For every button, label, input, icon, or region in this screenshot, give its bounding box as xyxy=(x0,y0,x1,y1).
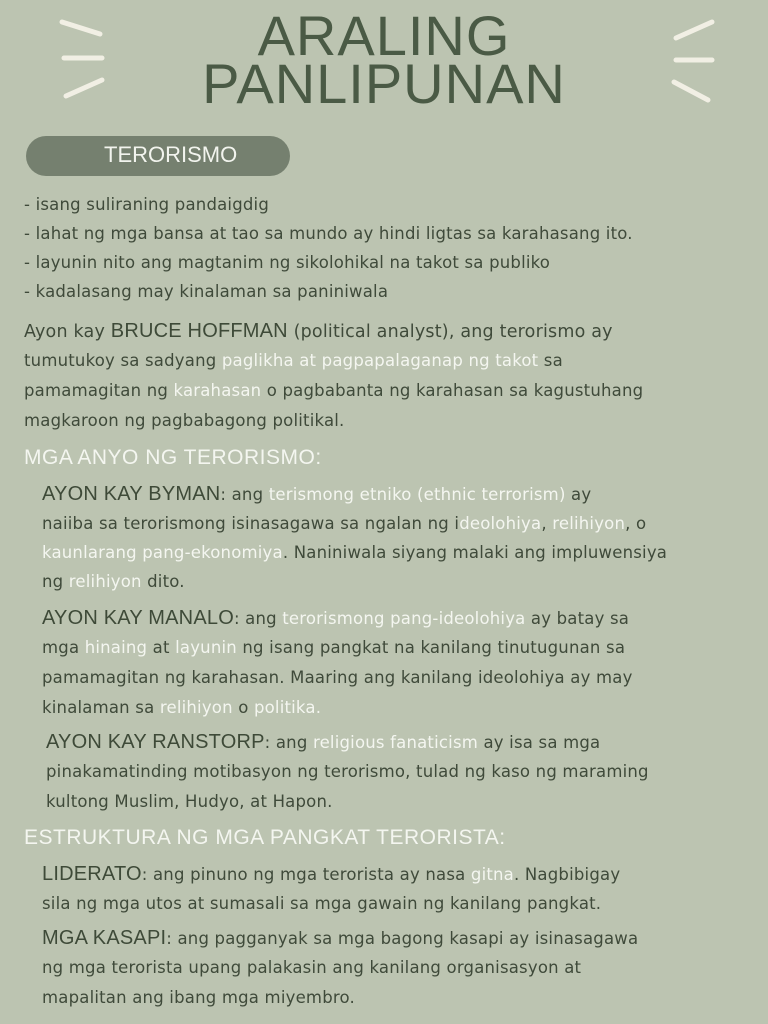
text: : ang pagganyak sa mga bagong kasapi ay isinasagawa xyxy=(166,929,639,948)
text: : ang xyxy=(233,609,283,628)
byman-line xyxy=(42,572,185,592)
text: naiiba sa terorismong isinasagawa sa ngalan ng i xyxy=(42,514,460,533)
kasapi-name: MGA KASAPI xyxy=(42,927,167,949)
manalo-line: pamamagitan ng karahasan. Maaring ang kanilang ideolohiya ay may xyxy=(42,668,633,687)
ranstorp-line: kultong Muslim, Hudyo, at Hapon. xyxy=(46,792,333,811)
section-label-pill xyxy=(26,136,290,176)
hoffman-line xyxy=(24,381,643,401)
highlight-text: terorismong pang-ideolohiya xyxy=(282,609,526,628)
text: ay batay sa xyxy=(525,609,630,628)
text: mga xyxy=(42,638,85,657)
kasapi-line xyxy=(42,928,638,949)
bullet-item: - lahat ng mga bansa at tao sa mundo ay hindi ligtas sa karahasang ito. xyxy=(24,224,633,243)
highlight-text: relihiyon xyxy=(68,572,142,591)
text: o xyxy=(232,698,254,717)
highlight-text: religious fanaticism xyxy=(312,733,479,752)
text: kinalaman sa xyxy=(42,698,160,717)
text: , o xyxy=(625,514,647,533)
liderato-name: LIDERATO xyxy=(42,863,142,885)
text: , xyxy=(541,514,553,533)
manalo-line xyxy=(42,608,629,629)
liderato-line xyxy=(42,864,620,885)
bullet-item: - kadalasang may kinalaman sa paniniwala xyxy=(24,282,389,301)
highlight-text: paglikha at pagpapalaganap ng takot xyxy=(221,351,539,370)
text: dito. xyxy=(141,572,185,591)
highlight-text: relihiyon xyxy=(159,698,233,717)
heading-anyo: MGA ANYO NG TERORISMO: xyxy=(24,446,322,469)
highlight-text: politika. xyxy=(253,698,322,717)
highlight-text: kaunlarang pang-ekonomiya xyxy=(42,543,283,562)
byman-line xyxy=(42,514,646,534)
highlight-text: terismong etniko (ethnic terrorism) xyxy=(268,485,566,504)
text: : ang xyxy=(220,485,269,504)
text: . Nagbibigay xyxy=(514,865,621,884)
text: ng isang pangkat na kanilang tinutugunan sa xyxy=(236,638,626,657)
text: : ang xyxy=(264,733,313,752)
manalo-line xyxy=(42,698,321,718)
text: Ayon kay xyxy=(24,322,111,342)
highlight-text: relihiyon xyxy=(552,514,626,533)
ranstorp-line xyxy=(46,732,600,753)
highlight-text: karahasan xyxy=(173,381,262,400)
ranstorp-name: AYON KAY RANSTORP xyxy=(46,731,265,753)
text: o pagbabanta ng karahasan sa kagustuhang xyxy=(261,381,644,400)
highlight-text: hinaing xyxy=(84,638,148,657)
text: pamamagitan ng xyxy=(24,381,174,400)
highlight-text: deolohiya xyxy=(459,514,542,533)
manalo-line xyxy=(42,638,625,658)
manalo-name: AYON KAY MANALO xyxy=(42,607,234,629)
highlight-text: layunin xyxy=(175,638,237,657)
liderato-line: sila ng mga utos at sumasali sa mga gawain ng kanilang pangkat. xyxy=(42,894,602,913)
page-title-line1: ARALING xyxy=(257,4,511,67)
ranstorp-line: pinakamatinding motibasyon ng terorismo, tulad ng kaso ng maraming xyxy=(46,762,649,781)
hoffman-line xyxy=(24,351,563,371)
byman-name: AYON KAY BYMAN xyxy=(42,483,221,505)
text: tumutukoy sa sadyang xyxy=(24,351,222,370)
byman-line xyxy=(42,484,591,505)
page-title-line2: PANLIPUNAN xyxy=(202,52,566,115)
text: (political analyst), ang terorismo ay xyxy=(287,322,613,342)
text: ay isa sa mga xyxy=(478,733,601,752)
highlight-text: gitna xyxy=(470,865,514,884)
text: at xyxy=(147,638,176,657)
hoffman-line xyxy=(24,321,613,342)
bullet-item: - layunin nito ang magtanim ng sikolohikal na takot sa publiko xyxy=(24,253,551,272)
byman-line xyxy=(42,543,667,563)
hoffman-line: magkaroon ng pagbabagong politikal. xyxy=(24,411,345,430)
hoffman-name: BRUCE HOFFMAN xyxy=(110,320,288,342)
section-label: TERORISMO xyxy=(104,142,238,167)
text: sa xyxy=(538,351,563,370)
text: : ang pinuno ng mga terorista ay nasa xyxy=(141,865,471,884)
bullet-item: - isang suliraning pandaigdig xyxy=(24,195,270,214)
text: ay xyxy=(565,485,592,504)
kasapi-line: mapalitan ang ibang mga miyembro. xyxy=(42,988,355,1007)
heading-estruktura: ESTRUKTURA NG MGA PANGKAT TERORISTA: xyxy=(24,826,506,849)
text: . Naniniwala siyang malaki ang impluwensiya xyxy=(282,543,668,562)
text: ng xyxy=(42,572,69,591)
kasapi-line: ng mga terorista upang palakasin ang kanilang organisasyon at xyxy=(42,958,582,977)
